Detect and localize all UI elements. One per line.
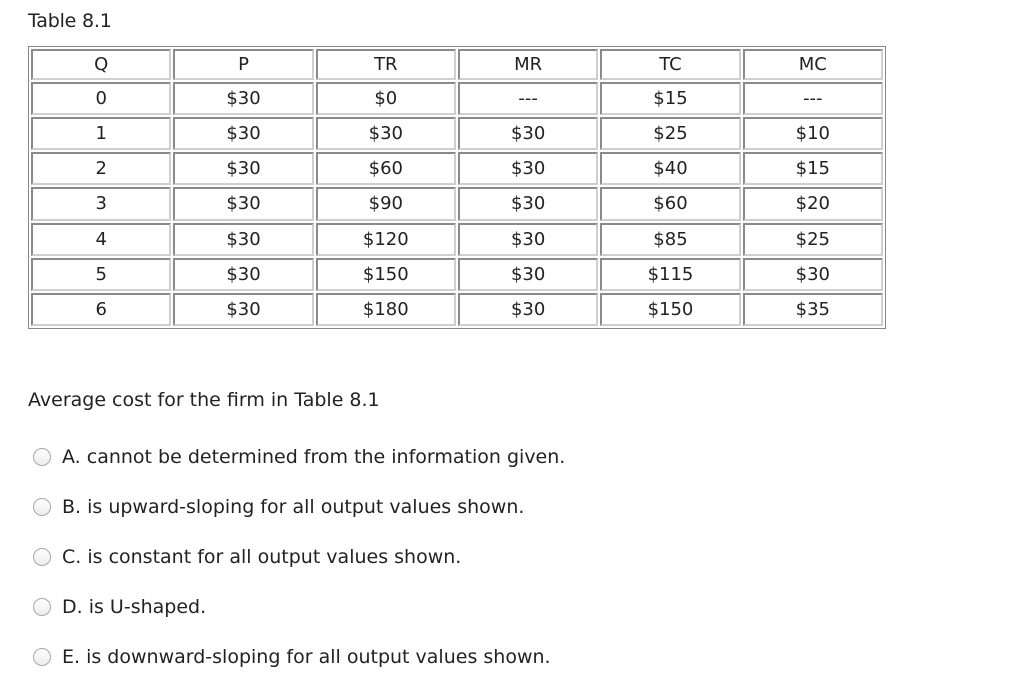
cell-tr: $60: [316, 152, 456, 185]
cell-mc: $30: [743, 258, 883, 291]
cell-tr: $30: [316, 117, 456, 150]
option-c[interactable]: [33, 532, 565, 582]
option-d[interactable]: [33, 582, 565, 632]
cell-tc: $60: [600, 187, 740, 220]
table-row: [31, 152, 883, 185]
cell-tc: $115: [600, 258, 740, 291]
cell-q: 0: [31, 82, 171, 115]
cell-p: $30: [173, 82, 313, 115]
option-e-label[interactable]: E. is downward-sloping for all output values shown.: [62, 646, 551, 668]
cell-tc: $25: [600, 117, 740, 150]
cell-mc: $15: [743, 152, 883, 185]
cell-mc: $35: [743, 293, 883, 326]
radio-button-b[interactable]: [33, 498, 51, 516]
cell-q: 4: [31, 223, 171, 256]
table-row: [31, 258, 883, 291]
option-a-label[interactable]: A. cannot be determined from the information given.: [62, 446, 566, 468]
cell-mr: $30: [458, 187, 598, 220]
cell-p: $30: [173, 258, 313, 291]
cell-mr: ---: [458, 82, 598, 115]
cell-mc: $20: [743, 187, 883, 220]
radio-button-d[interactable]: [33, 598, 51, 616]
table-row: [31, 187, 883, 220]
cell-p: $30: [173, 117, 313, 150]
cell-q: 2: [31, 152, 171, 185]
cell-mc: $25: [743, 223, 883, 256]
cell-q: 5: [31, 258, 171, 291]
cell-tr: $150: [316, 258, 456, 291]
table-caption: Table 8.1: [28, 10, 112, 32]
option-b[interactable]: [33, 482, 565, 532]
cell-mr: $30: [458, 293, 598, 326]
cell-mr: $30: [458, 152, 598, 185]
cell-tc: $150: [600, 293, 740, 326]
cell-tr: $180: [316, 293, 456, 326]
cell-tc: $85: [600, 223, 740, 256]
radio-button-e[interactable]: [33, 648, 51, 666]
table-row: [31, 117, 883, 150]
radio-button-c[interactable]: [33, 548, 51, 566]
answer-options: [33, 432, 565, 682]
cell-q: 1: [31, 117, 171, 150]
cell-mr: $30: [458, 223, 598, 256]
cell-p: $30: [173, 223, 313, 256]
option-c-label[interactable]: C. is constant for all output values shown.: [62, 546, 462, 568]
cell-tr: $90: [316, 187, 456, 220]
header-mc: MC: [743, 49, 883, 80]
header-mr: MR: [458, 49, 598, 80]
cell-p: $30: [173, 293, 313, 326]
cell-tc: $40: [600, 152, 740, 185]
cell-p: $30: [173, 152, 313, 185]
radio-button-a[interactable]: [33, 448, 51, 466]
option-d-label[interactable]: D. is U-shaped.: [62, 596, 207, 618]
cell-mc: ---: [743, 82, 883, 115]
cell-tr: $0: [316, 82, 456, 115]
cell-tr: $120: [316, 223, 456, 256]
table-row: [31, 223, 883, 256]
cell-tc: $15: [600, 82, 740, 115]
option-e[interactable]: [33, 632, 565, 682]
table-header-row: [31, 49, 883, 80]
table-row: [31, 82, 883, 115]
cost-revenue-table: [28, 46, 886, 329]
header-tr: TR: [316, 49, 456, 80]
option-a[interactable]: [33, 432, 565, 482]
question-prompt: Average cost for the firm in Table 8.1: [28, 389, 380, 411]
table-row: [31, 293, 883, 326]
cell-q: 3: [31, 187, 171, 220]
cell-mr: $30: [458, 117, 598, 150]
option-b-label[interactable]: B. is upward-sloping for all output values shown.: [62, 496, 525, 518]
cell-mc: $10: [743, 117, 883, 150]
header-tc: TC: [600, 49, 740, 80]
header-q: Q: [31, 49, 171, 80]
cell-q: 6: [31, 293, 171, 326]
cell-p: $30: [173, 187, 313, 220]
cell-mr: $30: [458, 258, 598, 291]
header-p: P: [173, 49, 313, 80]
